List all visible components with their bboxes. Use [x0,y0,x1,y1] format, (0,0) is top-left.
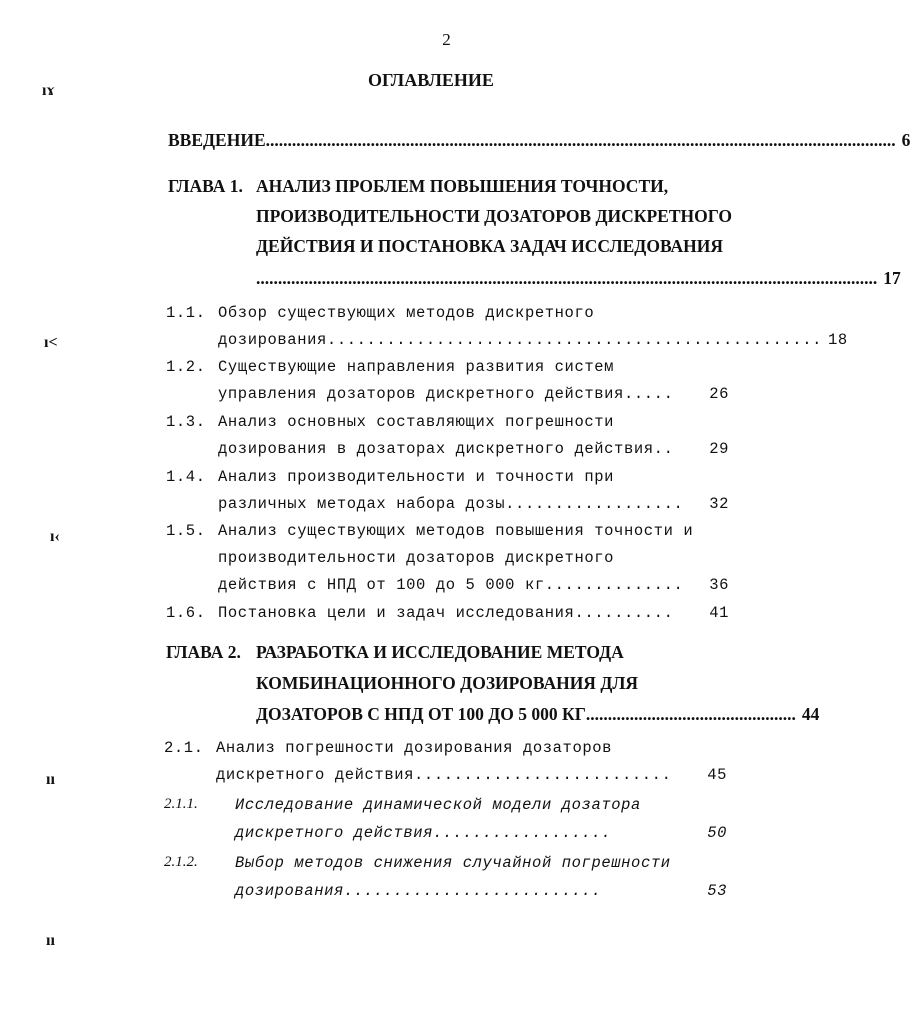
section-page: 36 [709,576,729,594]
section-title-line: дискретного действия [216,766,415,784]
chapter2-heading: ГЛАВА 2. [166,642,241,662]
section-page: 45 [707,766,727,784]
chapter1-title-line: ПРОИЗВОДИТЕЛЬНОСТИ ДОЗАТОРОВ ДИСКРЕТНОГО [256,206,733,226]
margin-mark: ıı [46,771,55,788]
section-page: 29 [709,440,729,458]
toc-entry-1-5[interactable] [218,576,729,594]
section-page: 26 [709,385,729,403]
section-number: 1.1. [166,304,206,322]
subsection-title-line: Выбор методов снижения случайной погрешности [235,854,671,872]
toc-entry-1-3[interactable] [218,440,729,458]
leader-dots: .................. [433,824,612,842]
chapter2-title-line: КОМБИНАЦИОННОГО ДОЗИРОВАНИЯ ДЛЯ [256,673,639,693]
subsection-page: 53 [707,882,727,900]
chapter1-title-line: ДЕЙСТВИЯ И ПОСТАНОВКА ЗАДАЧ ИССЛЕДОВАНИЯ [256,236,724,256]
chapter2-page: 44 [801,704,820,724]
toc-entry-1-2[interactable] [218,385,729,403]
section-title-line: управления дозаторов дискретного действия [218,385,624,403]
subsection-page: 50 [707,824,727,842]
margin-mark: ıɤ [42,82,55,99]
margin-mark: ı< [44,334,58,351]
leader-dots: .......................... [414,766,672,784]
section-title-line: Анализ существующих методов повышения точности и [218,522,694,540]
section-title-line: Существующие направления развития систем [218,358,615,376]
subsection-title-line: дискретного действия [235,824,434,842]
section-number: 1.2. [166,358,206,376]
section-title-line: производительности дозаторов дискретного [218,549,615,567]
leader-dots: .................................................. [326,331,822,349]
intro-label: ВВЕДЕНИЕ [168,130,266,150]
leader-dots: .. [653,440,674,458]
margin-mark: ı‹ [50,528,60,545]
section-page: 18 [828,331,848,349]
toc-entry-2-1-2[interactable] [235,882,727,900]
chapter2-title-line: РАЗРАБОТКА И ИССЛЕДОВАНИЕ МЕТОДА [256,642,624,662]
chapter1-heading: ГЛАВА 1. [168,176,243,196]
toc-title: ОГЛАВЛЕНИЕ [368,70,494,90]
subsection-title-line: Исследование динамической модели дозатора [235,796,641,814]
section-title-line: Обзор существующих методов дискретного [218,304,595,322]
leader-dots: ................................................................................................................................................ [265,130,896,150]
intro-page: 6 [901,130,910,150]
margin-mark: ıı [46,932,55,949]
leader-dots: .......... [574,604,674,622]
section-number: 1.3. [166,413,206,431]
toc-entry-chapter2[interactable] [256,704,820,725]
subsection-number: 2.1.1. [164,796,198,812]
section-title-line: дозирования [218,331,327,349]
toc-entry-1-1[interactable] [218,331,848,349]
subsection-title-line: дозирования [235,882,344,900]
toc-entry-2-1[interactable] [216,766,727,784]
chapter2-title-line: ДОЗАТОРОВ С НПД ОТ 100 ДО 5 000 КГ [256,704,586,724]
chapter1-title-line: АНАЛИЗ ПРОБЛЕМ ПОВЫШЕНИЯ ТОЧНОСТИ, [256,176,669,196]
section-page: 41 [709,604,729,622]
section-title-line: Анализ производительности и точности при [218,468,615,486]
section-title-line: Анализ основных составляющих погрешности [218,413,615,431]
page-number: 2 [442,30,451,49]
section-title-line: Постановка цели и задач исследования [218,604,575,622]
chapter1-page: 17 [883,268,901,288]
section-title-line: дозирования в дозаторах дискретного действия [218,440,654,458]
leader-dots: ................................................ [585,704,796,724]
section-number: 1.6. [166,604,206,622]
section-title-line: Анализ погрешности дозирования дозаторов [216,739,613,757]
section-number: 2.1. [164,739,204,757]
section-title-line: различных методах набора дозы [218,495,506,513]
toc-entry-1-6[interactable] [218,604,729,622]
leader-dots: .................. [505,495,684,513]
section-number: 1.5. [166,522,206,540]
subsection-number: 2.1.2. [164,854,198,870]
section-number: 1.4. [166,468,206,486]
leader-dots: ..... [623,385,674,403]
leader-dots: .............................................................................................................................................. [256,268,878,288]
leader-dots: .............. [544,576,684,594]
leader-dots: .......................... [343,882,602,900]
toc-entry-1-4[interactable] [218,495,729,513]
toc-entry-2-1-1[interactable] [235,824,727,842]
section-title-line: действия с НПД от 100 до 5 000 кг [218,576,545,594]
toc-entry-intro[interactable] [168,130,910,151]
toc-entry-chapter1[interactable] [256,268,901,289]
section-page: 32 [709,495,729,513]
